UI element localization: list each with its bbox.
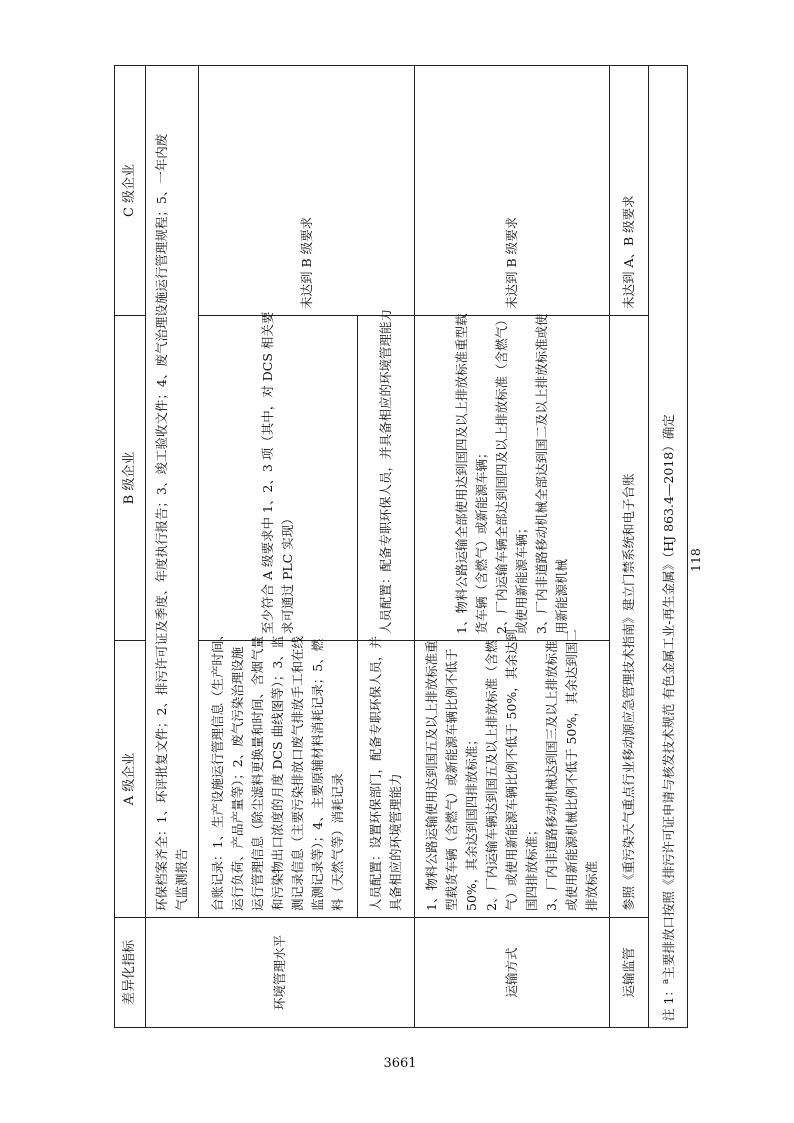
ledger-a-line: 台账记录：1、生产设施运行管理信息（生产时间、 bbox=[210, 628, 225, 911]
env-c-text: 未达到 B 级要求 bbox=[298, 216, 314, 309]
ledger-b-cell bbox=[199, 311, 358, 641]
page-number-bottom: 3661 bbox=[383, 1056, 417, 1071]
staff-a-line: 人员配置：设置环保部门，配备专职环保人员，并 bbox=[368, 635, 383, 911]
row-label-transport-supervision: 运输监管 bbox=[610, 918, 649, 1028]
transport-a-line: 或使用新能源机械比例不低于 50%，其余达到国二 bbox=[564, 629, 579, 911]
transport-a-line: 国四排放标准； bbox=[524, 823, 539, 911]
env-archive-cell bbox=[146, 66, 199, 918]
ledger-b-line: 至少符合 A 级要求中 1、2、3 项（其中，对 DCS 相关要 bbox=[260, 311, 275, 634]
page-number-side: 118 bbox=[688, 548, 703, 572]
table-row bbox=[649, 66, 688, 1028]
supervision-ab-cell bbox=[610, 316, 649, 918]
env-archive-line: 环保档案齐全：1、环评批复文件；2、排污许可证及季度、年度执行报告；3、竣工验收文件；4、废气治理设施运行管理规程；5、一年内废 bbox=[154, 133, 169, 911]
header-c-level: C 级企业 bbox=[115, 66, 146, 316]
transport-a-line: 型载货车辆（含燃气）或新能源车辆比例不低于 bbox=[444, 648, 459, 911]
ledger-a-line: 测记录信息（主要污染排放口废气排放手工和在线 bbox=[290, 635, 305, 911]
transport-b-line: 货车辆（含燃气）或新能源车辆； bbox=[474, 446, 489, 634]
transport-b-line: 或使用新能源车辆； bbox=[514, 521, 529, 634]
transport-b-line: 2、厂内运输车辆全部达到国四及以上排放标准（含燃气） bbox=[494, 313, 509, 634]
table-row bbox=[610, 66, 649, 1028]
table-row bbox=[146, 66, 199, 1028]
table-note bbox=[649, 66, 688, 1028]
supervision-c-cell bbox=[610, 66, 649, 316]
ledger-a-cell bbox=[199, 628, 358, 918]
transport-b-line: 3、厂内非道路移动机械全部达到国二及以上排放标准或使 bbox=[534, 313, 549, 634]
ledger-a-line: 运行管理信息（除尘滤料更换量和时间、含烟气量 bbox=[250, 635, 265, 911]
transport-a-line: 2、厂内运输车辆达到国五及以上排放标准（含燃 bbox=[484, 640, 499, 911]
transport-b-line: 用新能源机械 bbox=[554, 558, 569, 634]
header-a-level: A 级企业 bbox=[115, 641, 146, 918]
row-label-transport-mode: 运输方式 bbox=[415, 918, 610, 1028]
table-row bbox=[415, 66, 610, 1028]
header-indicator: 差异化指标 bbox=[115, 918, 146, 1028]
env-c-cell bbox=[199, 66, 415, 316]
transport-b-cell bbox=[415, 313, 610, 641]
ledger-a-line: 运行负荷、产品产量等）；2、废气污染治理设施 bbox=[230, 646, 245, 911]
staff-a-cell bbox=[358, 635, 415, 918]
ledger-a-line: 监测记录等）；4、主要原辅材料消耗记录；5、燃 bbox=[310, 638, 325, 911]
table-row bbox=[199, 66, 358, 1028]
env-archive-line: 气监测报告 bbox=[174, 848, 189, 911]
note-superscript: a bbox=[661, 978, 672, 985]
staff-a-line: 具备相应的环境管理能力 bbox=[388, 773, 403, 911]
transport-a-line: 1、物料公路运输使用达到国五及以上排放标准重 bbox=[424, 640, 439, 911]
transport-a-cell bbox=[415, 629, 610, 918]
supervision-c-text: 未达到 A、B 级要求 bbox=[621, 195, 636, 309]
transport-b-line: 1、物料公路运输全部使用达到国四及以上排放标准重型载 bbox=[454, 313, 469, 634]
ledger-a-line: 料（天然气等）消耗记录 bbox=[330, 773, 345, 911]
note-prefix: 注 1： bbox=[661, 984, 677, 1021]
note-text: 主要排放口按照《排污许可证申请与核发技术规范 有色金属工业-再生金属》（HJ 863.4—2018）确定 bbox=[661, 414, 677, 979]
transport-a-line: 气）或使用新能源车辆比例不低于 50%，其余达到 bbox=[504, 629, 519, 911]
ledger-a-line: 和污染物出口浓度的月度 DCS 曲线图等）；3、监 bbox=[270, 635, 285, 911]
table-header-row bbox=[115, 66, 146, 1028]
transport-a-line: 3、厂内非道路移动机械达到国三及以上排放标准 bbox=[544, 640, 559, 911]
transport-a-line: 排放标准 bbox=[584, 860, 599, 911]
differentiation-table bbox=[114, 65, 688, 1028]
staff-b-cell bbox=[358, 308, 415, 641]
transport-c-text: 未达到 B 级要求 bbox=[504, 216, 519, 309]
ledger-b-line: 求可通过 PLC 实现） bbox=[280, 512, 295, 634]
header-b-level: B 级企业 bbox=[115, 316, 146, 641]
row-label-env-management: 环境管理水平 bbox=[146, 918, 415, 1028]
rotated-table-page bbox=[114, 66, 677, 1028]
transport-a-line: 50%，其余达到国四排放标准； bbox=[464, 733, 479, 911]
transport-c-cell bbox=[415, 66, 610, 316]
supervision-ab-text: 参照《重污染天气重点行业移动源应急管理技术指南》建立门禁系统和电子台账 bbox=[621, 473, 636, 911]
staff-b-line: 人员配置：配备专职环保人员，并具备相应的环境管理能力 bbox=[378, 308, 393, 634]
